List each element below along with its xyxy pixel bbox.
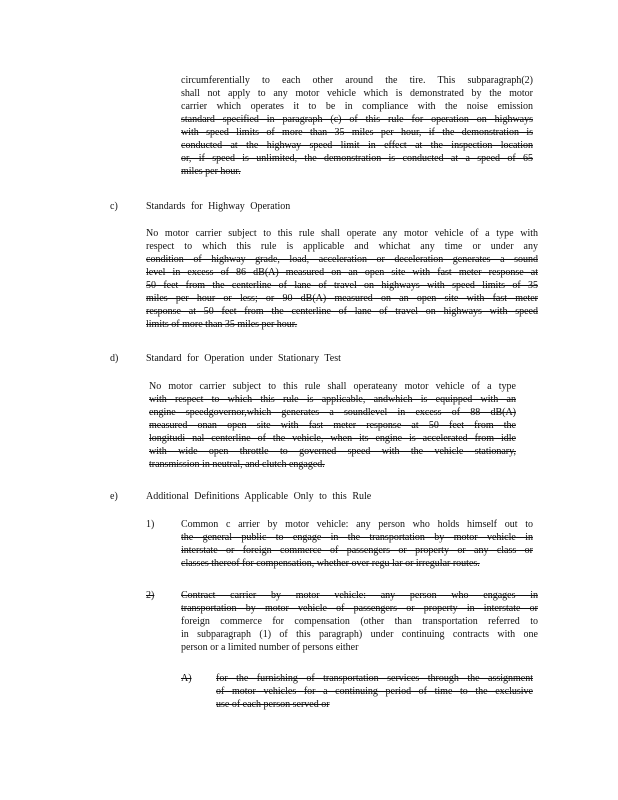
text-line: No motor carrier subject to this rule shall operateany motor vehicle of a type — [149, 381, 516, 392]
text-line: longitudi nal centerline of the vehicle, when its engine is accelerated from idle — [149, 433, 516, 444]
text-line: for the furnishing of transportation services through the assignment — [216, 673, 533, 684]
text-line: miles per hour or less; or 90 dB(A) measured on an open site with fast meter — [146, 293, 538, 304]
text-line: or, if speed is unlimited, the demonstration is conducted at a speed of 65 — [181, 153, 533, 164]
text-line: transmission in neutral, and clutch engaged. — [149, 459, 325, 470]
text-line: 50 feet from the centerline of lane of travel on highways with speed limits of 35 — [146, 280, 538, 291]
text-line: response at 50 feet from the centerline of lane of travel on highways with speed — [146, 306, 538, 317]
text-line: conducted at the highway speed limit in effect at the inspection location — [181, 140, 533, 151]
item-1-body — [181, 518, 533, 570]
text-line: Common c arrier by motor vehicle: any person who holds himself out to — [181, 519, 533, 530]
item-2-body — [181, 589, 538, 654]
subitem-a-body — [216, 672, 533, 711]
text-line: miles per hour. — [181, 166, 241, 177]
text-line: interstate or foreign commerce of passengers or property or any class or — [181, 545, 533, 556]
text-line: in subparagraph (1) of this paragraph) under continuing contracts with one — [181, 629, 538, 640]
section-c-body — [146, 227, 538, 331]
text-line: use of each person served or — [216, 699, 330, 710]
text-line: foreign commerce for compensation (other than transportation referred to — [181, 616, 538, 627]
item-1-label: 1) — [146, 519, 155, 530]
item-2-label: 2) — [146, 590, 155, 601]
section-c-letter: c) — [110, 201, 118, 212]
text-line: limits of more than 35 miles per hour. — [146, 319, 298, 330]
text-line: respect to which this rule is applicable and whichat any time or under any — [146, 241, 538, 252]
text-line: No motor carrier subject to this rule shall operate any motor vehicle of a type with — [146, 228, 538, 239]
text-line: engine speedgovernor,which generates a soundlevel in excess of 88 dB(A) — [149, 407, 516, 418]
text-line: of motor vehicles for a continuing period of time to the exclusive — [216, 686, 533, 697]
text-line: person or a limited number of persons either — [181, 642, 359, 653]
section-e-title: Additional Definitions Applicable Only to this Rule — [146, 491, 372, 502]
text-line: with wide open throttle to governed speed with the vehicle stationary, — [149, 446, 516, 457]
text-line: with speed limits of more than 35 miles per hour, if the demonstration is — [181, 127, 533, 138]
section-d-title: Standard for Operation under Stationary Test — [146, 353, 341, 364]
text-line: classes thereof for compensation, whether over regu lar or irregular routes. — [181, 558, 480, 569]
subitem-a-label: A) — [181, 673, 192, 684]
section-c-title: Standards for Highway Operation — [146, 201, 291, 212]
text-line: condition of highway grade, load, acceleration or deceleration generates a sound — [146, 254, 538, 265]
text-line: Contract carrier by motor vehicle: any person who engages in — [181, 590, 538, 601]
text-line: standard specified in paragraph (c) of this rule for operation on highways — [181, 114, 533, 125]
text-line: circumferentially to each other around the tire. This subparagraph(2) — [181, 75, 533, 86]
section-d-letter: d) — [110, 353, 119, 364]
text-line: the general public to engage in the transportation by motor vehicle in — [181, 532, 533, 543]
text-line: with respect to which this rule is applicable, andwhich is equipped with an — [149, 394, 516, 405]
text-line: transportation by motor vehicle of passengers or property in interstate or — [181, 603, 538, 614]
text-line: shall not apply to any motor vehicle which is demonstrated by the motor — [181, 88, 533, 99]
section-e-letter: e) — [110, 491, 118, 502]
text-line: level in excess of 86 dB(A) measured on an open site with fast meter response at — [146, 267, 538, 278]
text-line: measured onan open site with fast meter response at 50 feet from the — [149, 420, 516, 431]
paragraph-continuation — [181, 74, 533, 178]
text-line: carrier which operates it to be in compliance with the noise emission — [181, 101, 533, 112]
section-d-body — [149, 380, 516, 471]
